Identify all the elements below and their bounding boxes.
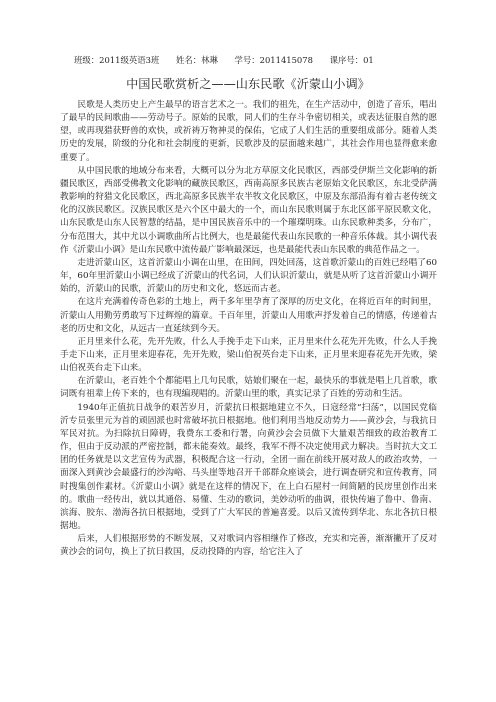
page-title: 中国民歌赏析之——山东民歌《沂蒙山小调》 xyxy=(126,77,370,91)
paragraph: 从中国民歌的地域分布来看，大概可以分为北方草原文化民歌区，西部受伊斯兰文化影响的新疆民歌区，西部受佛教文化影响的藏族民歌区，西南高原多民族古老原始文化民歌区，东北受萨满教影响的狩猎文化民歌区，西北高原多民族半农半牧文化民歌区，中原及东部沿海有着古老传统文化的汉族民歌区。汉族民歌区是六个区中最大的一个，而山东民歌则属于东北区部平原民歌文化，山东民歌是山东人民智慧的结晶，是中国民族音乐中的一个璀璨明珠。山东民歌种类多，分布广，分布范围大，其中尤以小调歌曲所占比例大，也是最能代表山东民歌的一种音乐体裁。其小调代表作《沂蒙山小调》是山东民歌中流传最广影响最深远，也是最能代表山东民歌的典范作品之一。 xyxy=(60,165,437,255)
class-label: 班级：2011级英语3班 xyxy=(74,55,160,65)
essay-body xyxy=(60,99,437,559)
paragraph: 正月里来什么花，先开先败，什么人手挽手走下山来，正月里来什么花先开先败，什么人手挽手走下山来，正月里来迎春花，先开先败，梁山伯祝英台走下山来，正月里来迎春花先开先败，梁山伯祝英台走下山来。 xyxy=(60,336,437,374)
paragraph: 1940年正值抗日战争的艰苦岁月，沂蒙抗日根据地建立不久，日寇经常“扫荡”，以国民党临沂专员张里元为首的顽固派也时常破坏抗日根据地。他们利用当地反动势力——黄沙会，与我抗日军民对抗。为扫除抗日障碍，我费东工委和行署，向黄沙会会员做下大量艰苦细致的政治教育工作，但由于反动派的严密控制，都未能奏效。最终，我军不得不决定使用武力解决。当时抗大文工团的任务就是以文艺宣传为武器，积极配合这一行动，全团一面在前线开展对敌人的政治攻势，一面深入到黄沙会最盛行的沙沟峪、马头崖等地召开千部群众座谈会，进行调查研究和宣传教育，同时搜集创作素材。《沂蒙山小调》就是在这样的情况下，在上白石屋村一间简陋的民房里创作出来的。歌曲一经传出，就以其通俗、易懂、生动的歌词，美妙动听的曲调，很快传遍了鲁中、鲁南、滨海、胶东、渤海各抗日根据地，受到了广大军民的普遍喜爱。以后又流传到华北、东北各抗日根据地。 xyxy=(60,402,437,531)
paragraph: 后来，人们根据形势的不断发展，又对歌词内容相继作了修改，充实和完善，渐渐撇开了反对黄沙会的词句，换上了抗日救国，反动投降的内容，给它注入了 xyxy=(60,534,437,558)
student-id-label: 学号：2011415078 xyxy=(234,55,313,65)
course-number-label: 课序号：01 xyxy=(329,55,374,65)
paragraph: 走进沂蒙山区，这首沂蒙山小调在山里，在田间，四处回荡，这首歌沂蒙山的百姓已经唱了60年，60年里沂蒙山小调已经成了沂蒙山的代名词，人们认识沂蒙山，就是从听了这首沂蒙山小调开始的，沂蒙山的民歌，沂蒙山的历史和文化，悠远而古老。 xyxy=(60,257,437,295)
paragraph: 在沂蒙山，老百姓个个都能唱上几句民歌，姑娘们聚在一起，最快乐的事就是唱上几首歌，歌词既有祖辈上传下来的，也有现编现唱的。沂蒙山里的歌，真实记录了百姓的劳动和生活。 xyxy=(60,376,437,400)
name-label: 姓名：林琳 xyxy=(175,55,218,65)
student-info-line xyxy=(74,55,434,66)
paragraph: 民歌是人类历史上产生最早的语言艺术之一。我们的祖先，在生产活动中，创造了音乐，唱出了最早的民间歌曲——劳动号子。原始的民歌，同人们的生存斗争密切相关，或表达征服自然的愿望，或再现猎获野兽的欢快，或祈祷万物神灵的保佑，它成了人们生活的重要组成部分。随着人类历史的发展，阶级的分化和社会制度的更新，民歌涉及的层面越来越广，其社会作用也显得愈来愈重要了。 xyxy=(60,100,437,163)
paragraph: 在这片充满着传奇色彩的土地上，两千多年里孕育了深厚的历史文化，在将近百年的时间里，沂蒙山人用勤劳勇敢写下过辉煌的篇章。千百年里，沂蒙山人用歌声抒发着自己的情感，传递着古老的历史和文化，从远古一直延续到今天。 xyxy=(60,297,437,334)
